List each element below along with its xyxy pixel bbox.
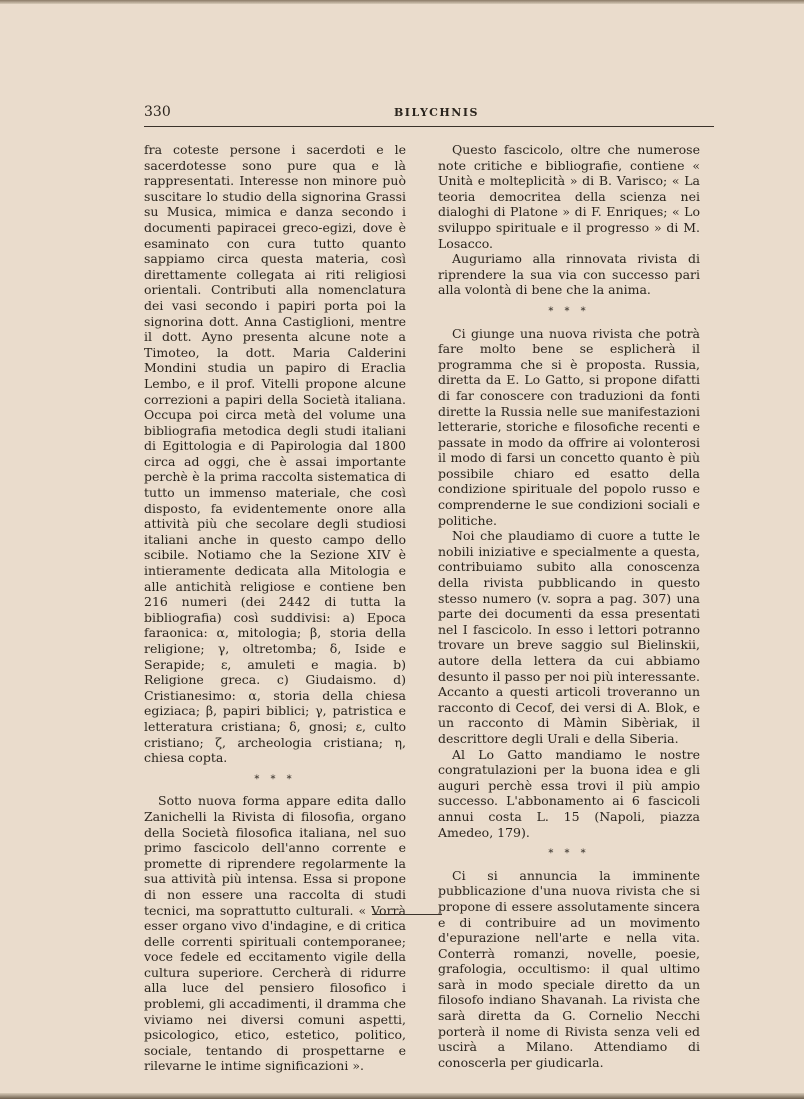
running-header	[144, 104, 714, 126]
page-number: 330	[144, 104, 171, 120]
section-separator: * * *	[548, 848, 590, 860]
paragraph: Noi che plaudiamo di cuore a tutte le nobili iniziative e specialmente a questa, contribuiamo subito alla conoscenza della rivista pubblicando in questo stesso numero (v. sopra a pag. 307) una parte dei documenti da essa presentati nel I fascicolo. In esso i lettori potranno trovare un breve saggio sul Bielinskii, autore della lettera da cui abbiamo desunto il passo per noi più interessante. Accanto a questi articoli troveranno un racconto di Cecof, dei versi di A. Blok, e un racconto di Màmin Sibèriak, il descrittore degli Urali e della Siberia.	[438, 528, 700, 746]
journal-title: BILYCHNIS	[394, 106, 479, 119]
left-column	[144, 142, 406, 1074]
page-bottom-edge	[0, 1093, 804, 1099]
paragraph: Sotto nuova forma appare edita dallo Zanichelli la Rivista di filosofia, organo della Società filosofica italiana, nel suo primo fascicolo dell'anno corrente e promette di riprendere regolarmente la sua attività più intensa. Essa si propone di non essere una raccolta di studi tecnici, ma soprattutto culturali. « Vorrà esser organo vivo d'indagine, e di critica delle correnti spirituali contemporanee; voce fedele ed eccitamento vigile della cultura superiore. Cercherà di ridurre alla luce del pensiero filosofico i problemi, gli accadimenti, il dramma che viviamo nei diversi comuni aspetti, psicologico, etico, estetico, politico, sociale, tentando di prospettarne e rilevarne le intime significazioni ».	[144, 793, 406, 1074]
paragraph: Auguriamo alla rinnovata rivista di riprendere la sua via con successo pari alla volontà di bene che la anima.	[438, 251, 700, 298]
paragraph: Questo fascicolo, oltre che numerose note critiche e bibliografie, contiene « Unità e molteplicità » di B. Varisco; « La teoria democritea della scienza nei dialoghi di Platone » di F. Enriques; « Lo sviluppo spirituale e il progresso » di M. Losacco.	[438, 142, 700, 251]
page-top-edge	[0, 0, 804, 4]
paragraph: fra coteste persone i sacerdoti e le sacerdotesse sono pure qua e là rappresentati. Interesse non minore può suscitare lo studio della signorina Grassi su Musica, mimica e danza secondo i documenti papiracei greco-egizi, dove è esaminato con cura tutto quanto sappiamo circa questa materia, così direttamente collegata ai riti religiosi orientali. Contributi alla nomenclatura dei vasi secondo i papiri porta poi la signorina dott. Anna Castiglioni, mentre il dott. Ayno presenta alcune note a Timoteo, la dott. Maria Calderini Mondini studia un papiro di Eraclia Lembo, e il prof. Vitelli propone alcune correzioni a papiri della Società italiana. Occupa poi circa metà del volume una bibliografia metodica degli studi italiani di Egittologia e di Papirologia dal 1800 circa ad oggi, che è assai importante perchè è la prima raccolta sistematica di tutto un immenso materiale, che così disposto, fa evidentemente onore alla attività più che secolare degli studiosi italiani anche in questo campo dello scibile. Notiamo che la Sezione XIV è intieramente dedicata alla Mitologia e alle antichità religiose e contiene ben 216 numeri (dei 2442 di tutta la bibliografia) così suddivisi: a) Epoca faraonica: α, mitologia; β, storia della religione; γ, oltretomba; δ, Iside e Serapide; ε, amuleti e magia. b) Religione greca. c) Giudaismo. d) Cristianesimo: α, storia della chiesa egiziaca; β, papiri biblici; γ, patristica e letteratura cristiana; δ, gnosi; ε, culto cristiano; ζ, archeologia cristiana; η, chiesa copta.	[144, 142, 406, 766]
section-separator: * * *	[254, 773, 296, 785]
header-rule	[144, 126, 714, 127]
right-column	[438, 142, 700, 1070]
closing-rule	[372, 914, 442, 915]
paragraph: Ci si annuncia la imminente pubblicazione d'una nuova rivista che si propone di essere assolutamente sincera e di contribuire ad un movimento d'epurazione nell'arte e nella vita. Conterrà romanzi, novelle, poesie, grafologia, occultismo: il qual ultimo sarà in modo speciale diretto da un filosofo indiano Shavanah. La rivista che sarà diretta da G. Cornelio Necchi porterà il nome di Rivista senza veli ed uscirà a Milano. Attendiamo di conoscerla per giudicarla.	[438, 867, 700, 1070]
section-separator: * * *	[548, 305, 590, 317]
paragraph: Ci giunge una nuova rivista che potrà fare molto bene se esplicherà il programma che si è proposta. Russia, diretta da E. Lo Gatto, si propone difatti di far conoscere con traduzioni da fonti dirette la Russia nelle sue manifestazioni letterarie, storiche e filosofiche recenti e passate in modo da offrire ai volonterosi il modo di farsi un concetto quanto è più possibile chiaro ed esatto della condizione spirituale del popolo russo e comprenderne le sue condizioni sociali e politiche.	[438, 325, 700, 528]
paragraph: Al Lo Gatto mandiamo le nostre congratulazioni per la buona idea e gli auguri perchè essa trovi il più ampio successo. L'abbonamento ai 6 fascicoli annui costa L. 15 (Napoli, piazza Amedeo, 179).	[438, 746, 700, 840]
